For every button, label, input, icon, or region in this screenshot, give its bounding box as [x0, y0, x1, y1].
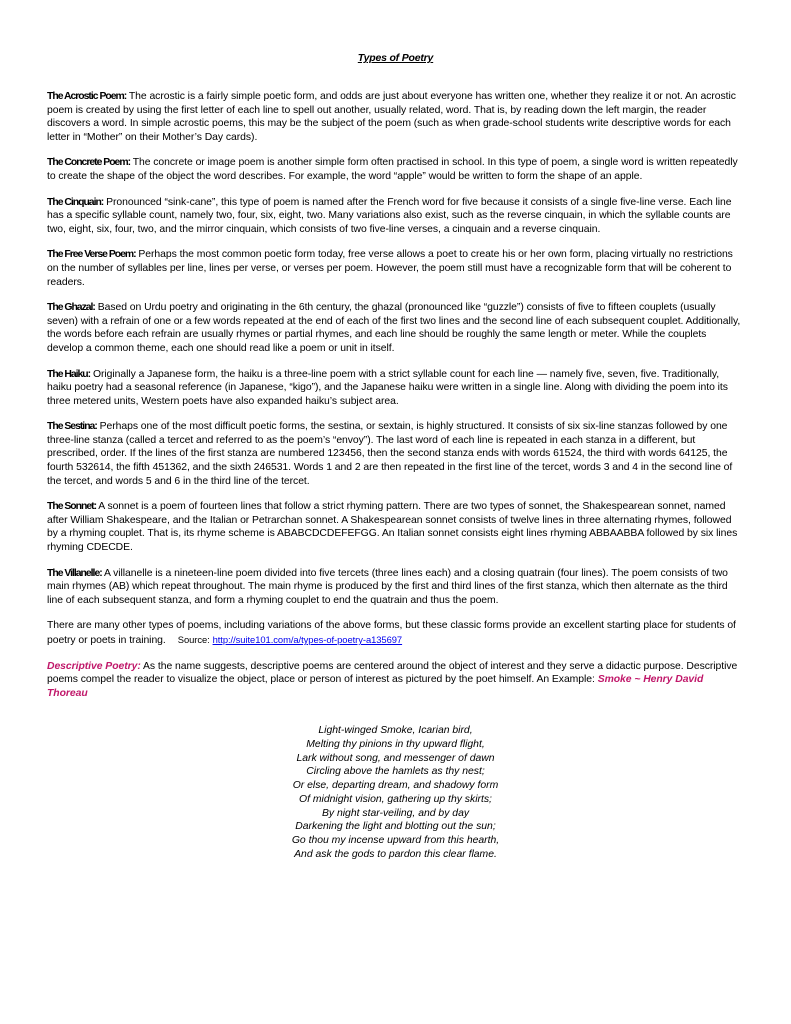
poem-line: Circling above the hamlets as thy nest;: [306, 766, 485, 778]
poem-line: Lark without song, and messenger of dawn: [296, 752, 495, 764]
entry-text: Originally a Japanese form, the haiku is a three-line poem with a strict syllable count for each line — namely five, seven, five. Traditionally, haiku poetry had a seasonal reference (in Japanese, “kigo”), and the Japanese haiku were written in a single line. Along with dividing the poem into its three metered units, Western poets have also expanded haiku’s subject area.: [47, 368, 728, 407]
entry-villanelle: [47, 567, 744, 608]
poem-line: Light-winged Smoke, Icarian bird,: [318, 725, 473, 737]
entry-text: Based on Urdu poetry and originating in the 6th century, the ghazal (pronounced like “guzzle”) consists of five to fifteen couplets (usually seven) with a refrain of one or a few words repeated at the end of each of the first two lines and the second line of each subsequent couplet. Additionally, the words before each refrain are usually rhymes or partial rhymes, and each line should be roughly the same length or meter. While the couplets develop a common theme, each one should read like a poem or unit in itself.: [47, 302, 741, 354]
entry-haiku: [47, 368, 744, 409]
entry-sestina: [47, 420, 744, 488]
entry-acrostic: [47, 90, 744, 144]
poem-line: Of midnight vision, gathering up thy skirts;: [299, 793, 492, 805]
entry-text: Perhaps one of the most difficult poetic forms, the sestina, or sextain, is highly structured. It consists of six six-line stanzas followed by one three-line stanza (called a tercet and referred to as the poem’s “envoy”). The last word of each line is repeated in each stanza in a different, but prescribed, order. If the lines of the first stanza are numbered 123456, then the second stanza ends with words 61524, the third with words 64125, the fourth 532614, the fifth 451362, and the sixth 246531. Words 1 and 2 are then repeated in the first line of the tercet, words 3 and 4 in the second line of the tercet, and words 5 and 6 in the third line of the tercet.: [47, 421, 733, 487]
entry-sonnet: [47, 500, 744, 554]
poem-line: Go thou my incense upward from this hearth,: [291, 835, 500, 846]
entry-term: The Villanelle:: [47, 567, 102, 579]
entry-text: A sonnet is a poem of fourteen lines that follow a strict rhyming pattern. There are two types of sonnet, the Shakespearean sonnet, named after William Shakespeare, and the Italian or Petrarchan sonnet. A Shakespearean sonnet consists of twelve lines in three alternating rhymes, followed by a rhyming couplet. That is, its rhyme scheme is ABABCDCDEFEFGG. An Italian sonnet consists eight lines rhyming ABBAABBA followed by six lines rhyming CDECDE.: [47, 501, 738, 554]
poem-line: Melting thy pinions in thy upward flight,: [306, 739, 485, 751]
entry-text: Perhaps the most common poetic form today, free verse allows a poet to create his or her own form, placing virtually no restrictions on the number of syllables per line, lines per verse, or verses per poem. However, the poem still must have a recognizable form that will be coherent to readers.: [47, 249, 733, 288]
descriptive-text: As the name suggests, descriptive poems are centered around the object of interest and they serve a didactic purpose. Descriptive poems compel the reader to visualize the object, place or person of interest as pictured by the poet himself. An Example:: [47, 660, 738, 686]
entry-text: The concrete or image poem is another simple form often practised in school. In this type of poem, a single word is written repeatedly to create the shape of the object the word describes. For example, the word “apple” would be written to form the shape of an apple.: [47, 157, 738, 182]
source-link[interactable]: http://suite101.com/a/types-of-poetry-a135697: [212, 634, 403, 645]
entry-text: Pronounced “sink-cane”, this type of poem is named after the French word for five because it consists of a single five-line verse. Each line has a specific syllable count, namely two, four, six, eight, two. Many variations also exist, such as the reverse cinquain, in which the syllable counts are two, eight, six, four, two, and the mirror cinquain, which consists of two five-line verses, a cinquain and a reverse cinquain.: [47, 196, 732, 235]
entry-cinquain: [47, 196, 744, 237]
entry-term: The Ghazal:: [47, 302, 95, 314]
poem-reference: Smoke ~ Henry David Thoreau: [47, 674, 704, 699]
descriptive-paragraph: [47, 660, 744, 701]
entry-concrete: [47, 156, 744, 183]
poem-block: [47, 724, 744, 861]
entry-term: The Free Verse Poem:: [47, 249, 136, 261]
page-title: Types of Poetry: [357, 52, 434, 64]
entry-free-verse: [47, 248, 744, 289]
entry-term: The Concrete Poem:: [47, 157, 131, 169]
poem-line: And ask the gods to pardon this clear flame.: [294, 848, 497, 860]
entry-term: The Sonnet:: [47, 501, 97, 513]
poem-line: Darkening the light and blotting out the sun;: [295, 821, 496, 833]
entry-term: The Acrostic Poem:: [47, 91, 127, 102]
closing-text: There are many other types of poems, including variations of the above forms, but these classic forms provide an excellent starting place for students of poetry or poets in training.: [47, 620, 736, 646]
poem-line: Or else, departing dream, and shadowy form: [292, 780, 499, 792]
poem-line: By night star-veiling, and by day: [321, 807, 470, 819]
document-page: [47, 46, 744, 861]
entry-text: The acrostic is a fairly simple poetic form, and odds are just about everyone has written one, whether they realize it or not. An acrostic poem is created by using the first letter of each line to spell out another, usually related, word. That is, by reading down the left margin, the reader discovers a word. In simple acrostic poems, this may be the subject of the poem (such as when grade-school students write descriptive words for each letter in “Mother” on their Mother’s Day cards).: [47, 91, 736, 143]
entry-term: The Cinquain:: [47, 196, 104, 208]
entry-text: A villanelle is a nineteen-line poem divided into five tercets (three lines each) and a closing quatrain (four lines). The poem consists of two main rhymes (AB) which repeat throughout. The main rhyme is produced by the first and third lines of the first stanza, which then alternate as the third line of each subsequent stanza, and form a rhyming couplet to end the quatrain and thus the poem.: [47, 567, 728, 606]
entry-term: The Haiku:: [47, 368, 91, 380]
entry-ghazal: [47, 301, 744, 355]
entry-term: The Sestina:: [47, 421, 97, 433]
descriptive-term: Descriptive Poetry:: [47, 660, 141, 672]
source-label: Source:: [177, 634, 210, 645]
closing-paragraph: [47, 619, 744, 647]
